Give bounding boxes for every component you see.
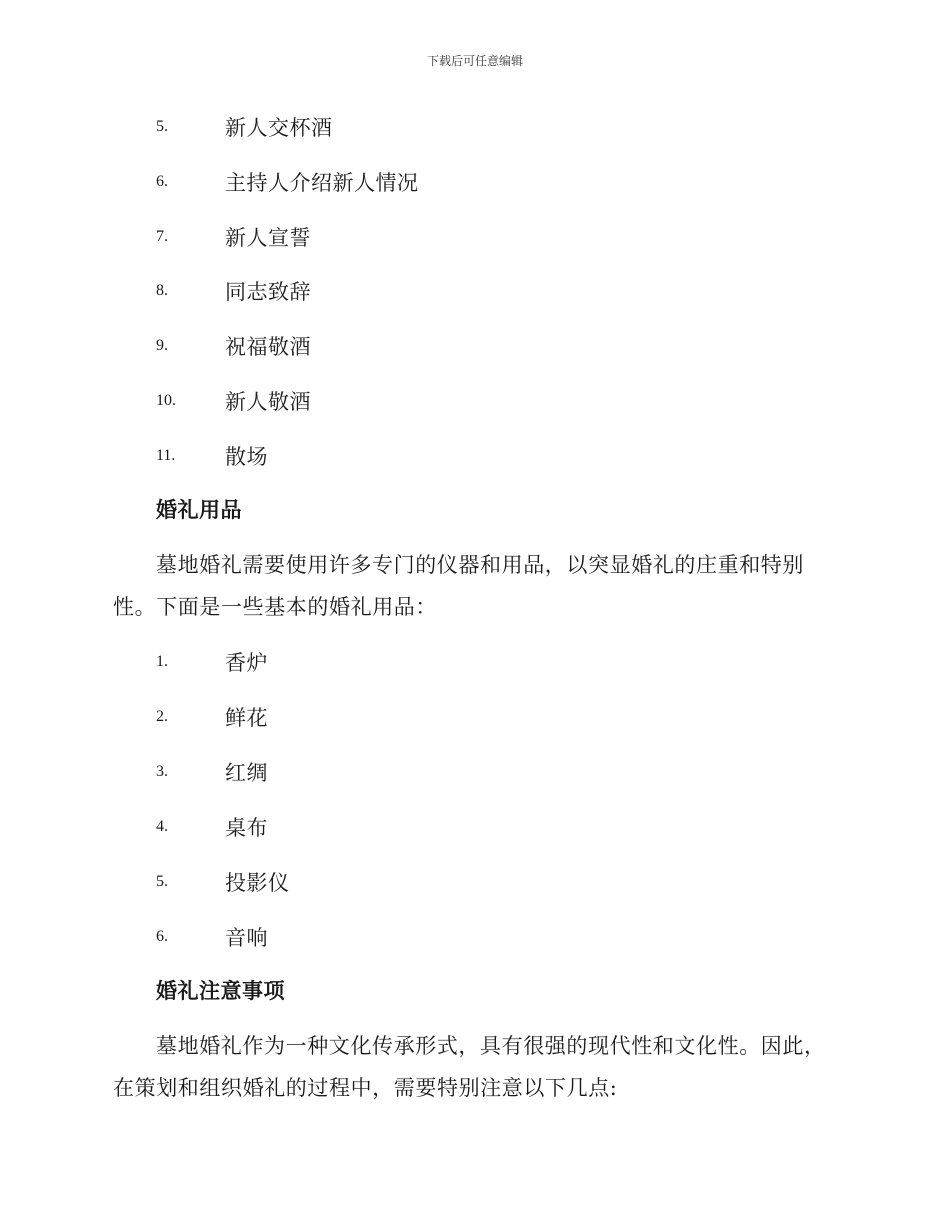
list-item: [156, 647, 268, 677]
paragraph-line: 在策划和组织婚礼的过程中，需要特别注意以下几点:: [113, 1076, 618, 1100]
list-number: 6.: [156, 173, 168, 190]
list-text: 新人敬酒: [225, 390, 311, 414]
section-heading-supplies: 婚礼用品: [156, 497, 242, 522]
list-text: 桌布: [225, 816, 268, 840]
list-number: 9.: [156, 337, 168, 354]
list-number: 7.: [156, 228, 168, 245]
list-item: [156, 222, 311, 252]
list-text: 鲜花: [225, 706, 268, 730]
list-text: 祝福敬酒: [225, 335, 311, 359]
list-item: [156, 441, 268, 471]
list-number: 5.: [156, 118, 168, 135]
list-item: [156, 867, 290, 897]
list-item: [156, 922, 268, 952]
list-text: 散场: [225, 445, 268, 469]
list-text: 同志致辞: [225, 280, 311, 304]
list-item: [156, 167, 419, 197]
list-number: 3.: [156, 763, 168, 780]
paragraph-line: 墓地婚礼需要使用许多专门的仪器和用品，以突显婚礼的庄重和特别: [156, 553, 804, 577]
section-heading-notes: 婚礼注意事项: [156, 978, 285, 1003]
list-number: 1.: [156, 653, 168, 670]
list-number: 5.: [156, 873, 168, 890]
page-header: 下载后可任意编辑: [426, 54, 523, 68]
list-number: 8.: [156, 282, 168, 299]
list-number: 4.: [156, 818, 168, 835]
list-number: 11.: [156, 447, 176, 464]
list-text: 新人宣誓: [225, 226, 311, 250]
list-item: [156, 386, 311, 416]
list-item: [156, 276, 311, 306]
paragraph-line: 性。下面是一些基本的婚礼用品：: [113, 595, 437, 619]
list-item: [156, 757, 268, 787]
list-item: [156, 702, 268, 732]
list-text: 主持人介绍新人情况: [225, 171, 419, 195]
list-item: [156, 812, 268, 842]
paragraph-line: 墓地婚礼作为一种文化传承形式，具有很强的现代性和文化性。因此，: [156, 1034, 826, 1058]
list-item: [156, 331, 311, 361]
list-text: 红绸: [225, 761, 268, 785]
list-number: 2.: [156, 708, 168, 725]
list-number: 6.: [156, 928, 168, 945]
list-text: 投影仪: [225, 871, 290, 895]
list-text: 音响: [225, 926, 268, 950]
list-text: 香炉: [225, 651, 268, 675]
list-text: 新人交杯酒: [225, 116, 333, 140]
list-item: [156, 112, 333, 142]
list-number: 10.: [156, 392, 176, 409]
